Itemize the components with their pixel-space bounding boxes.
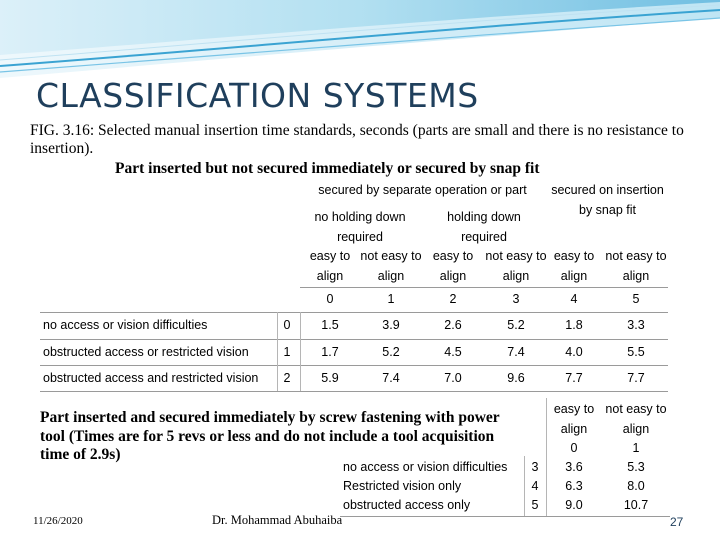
col-code-1: 1 bbox=[387, 292, 395, 306]
table2-cell: 6.3 bbox=[565, 479, 583, 493]
header-holding-down: holding down required bbox=[447, 210, 521, 244]
table2-cell: 9.0 bbox=[565, 498, 583, 512]
header-no-holding-down: no holding down required bbox=[314, 210, 406, 244]
header-snap-fit: secured on insertion by snap fit bbox=[551, 183, 664, 217]
screw-fastening-caption: Part inserted and secured immediately by screw fastening with power tool (Times are for 5 revs or less and do not include a tool acquisition time of 2.9s) bbox=[40, 409, 500, 463]
figure-caption: FIG. 3.16: Selected manual insertion time standards, seconds (parts are small and there is no resistance to insertion). bbox=[30, 122, 684, 157]
row-code: 2 bbox=[283, 371, 291, 385]
col-code-3: 3 bbox=[512, 292, 520, 306]
table-cell: 4.5 bbox=[444, 345, 462, 359]
table2-row-code: 3 bbox=[531, 460, 539, 474]
table-cell: 1.8 bbox=[565, 318, 583, 332]
table2-value-divider bbox=[546, 398, 547, 516]
page-number: 27 bbox=[670, 515, 684, 529]
table-cell: 3.3 bbox=[627, 318, 645, 332]
table-cell: 5.2 bbox=[507, 318, 525, 332]
table1-row-rule bbox=[40, 365, 668, 366]
table2-col-code-1: 1 bbox=[632, 441, 640, 455]
row-code: 0 bbox=[283, 318, 291, 332]
table-cell: 7.0 bbox=[444, 371, 462, 385]
table2-ease-col-0: easy to align bbox=[553, 402, 595, 436]
ease-col-4: easy to align bbox=[553, 249, 595, 283]
ease-col-2: easy to align bbox=[432, 249, 474, 283]
table2-cell: 10.7 bbox=[623, 498, 649, 512]
table-cell: 7.7 bbox=[565, 371, 583, 385]
ease-col-0: easy to align bbox=[309, 249, 351, 283]
row-code: 1 bbox=[283, 345, 291, 359]
table-cell: 7.4 bbox=[382, 371, 400, 385]
row-label: obstructed access and restricted vision bbox=[43, 371, 259, 385]
table2-row-label: no access or vision difficulties bbox=[343, 460, 508, 474]
table2-ease-col-1: not easy to align bbox=[605, 402, 667, 436]
table1-value-divider bbox=[300, 312, 301, 391]
table1-row-rule bbox=[40, 339, 668, 340]
table2-row-code: 4 bbox=[531, 479, 539, 493]
col-code-0: 0 bbox=[326, 292, 334, 306]
table-cell: 1.7 bbox=[321, 345, 339, 359]
col-code-2: 2 bbox=[449, 292, 457, 306]
table2-cell: 5.3 bbox=[627, 460, 645, 474]
row-label: no access or vision difficulties bbox=[43, 318, 208, 332]
table2-bottom-rule bbox=[340, 516, 670, 517]
table1-code-divider bbox=[277, 312, 278, 391]
table-cell: 1.5 bbox=[321, 318, 339, 332]
table-subtitle: Part inserted but not secured immediately or secured by snap fit bbox=[115, 160, 540, 177]
table2-row-label: Restricted vision only bbox=[343, 479, 462, 493]
slide-title: CLASSIFICATION SYSTEMS bbox=[36, 76, 479, 115]
table-cell: 5.5 bbox=[627, 345, 645, 359]
table1-header-rule bbox=[300, 287, 668, 288]
header-separate-operation: secured by separate operation or part bbox=[318, 183, 527, 197]
col-code-5: 5 bbox=[632, 292, 640, 306]
col-code-4: 4 bbox=[570, 292, 578, 306]
table-cell: 3.9 bbox=[382, 318, 400, 332]
footer-author: Dr. Mohammad Abuhaiba bbox=[212, 513, 343, 527]
ease-col-1: not easy to align bbox=[360, 249, 422, 283]
table2-col-code-0: 0 bbox=[570, 441, 578, 455]
table-cell: 7.7 bbox=[627, 371, 645, 385]
table-cell: 2.6 bbox=[444, 318, 462, 332]
table-cell: 5.9 bbox=[321, 371, 339, 385]
table2-row-label: obstructed access only bbox=[343, 498, 471, 512]
row-label: obstructed access or restricted vision bbox=[43, 345, 249, 359]
table-cell: 5.2 bbox=[382, 345, 400, 359]
table1-bottom-rule bbox=[40, 391, 668, 392]
table2-code-divider bbox=[524, 456, 525, 516]
ease-col-5: not easy to align bbox=[605, 249, 667, 283]
table1-top-rule bbox=[40, 312, 668, 313]
table2-cell: 3.6 bbox=[565, 460, 583, 474]
header-wave-banner bbox=[0, 0, 720, 80]
table2-row-code: 5 bbox=[531, 498, 539, 512]
ease-col-3: not easy to align bbox=[485, 249, 547, 283]
table2-cell: 8.0 bbox=[627, 479, 645, 493]
footer-date: 11/26/2020 bbox=[33, 515, 83, 527]
table-cell: 4.0 bbox=[565, 345, 583, 359]
table-cell: 9.6 bbox=[507, 371, 525, 385]
table-cell: 7.4 bbox=[507, 345, 525, 359]
